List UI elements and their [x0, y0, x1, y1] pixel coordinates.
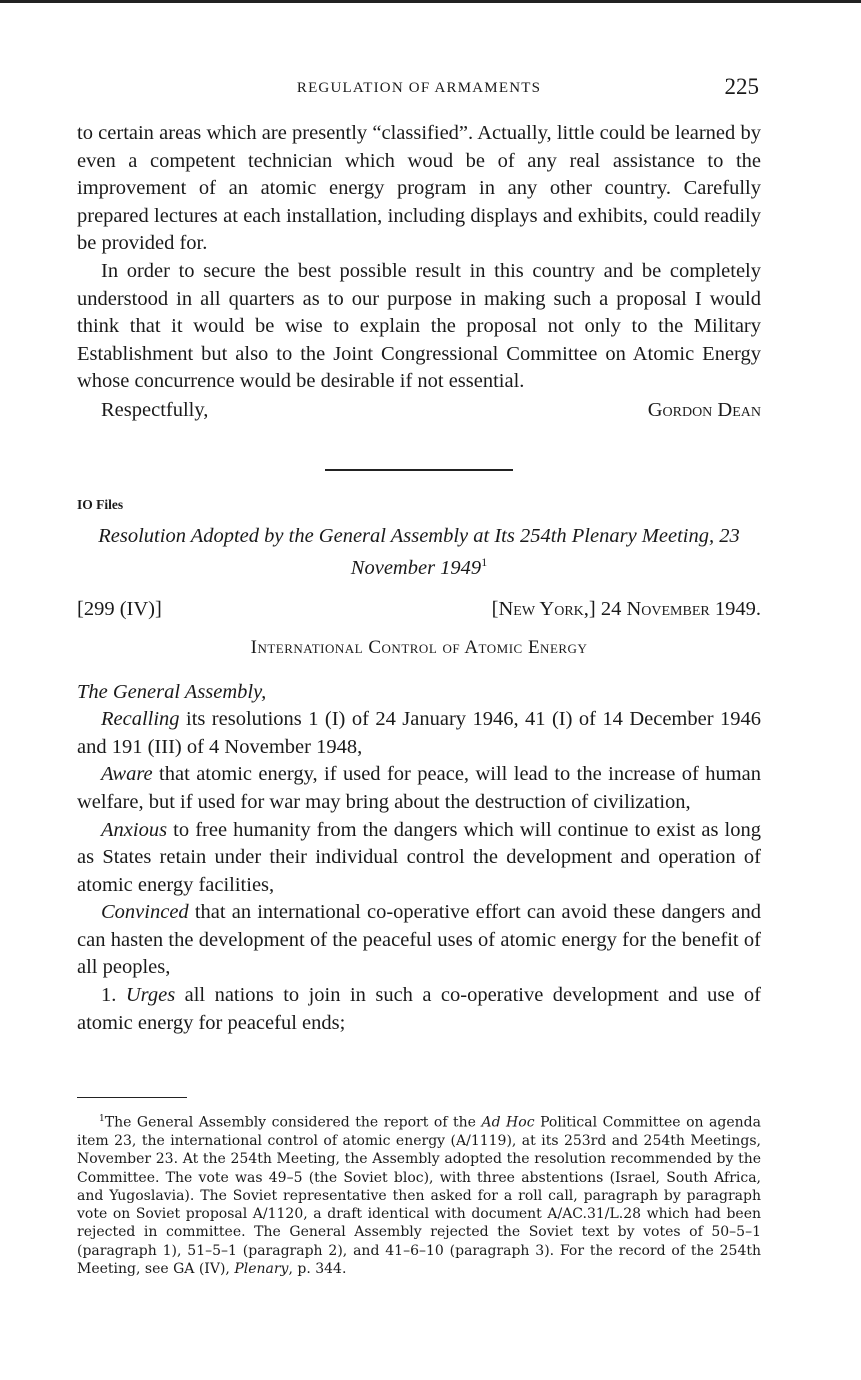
preamble-clause: [77, 817, 761, 900]
preamble-clause: [77, 706, 761, 761]
clause-text: that atomic energy, if used for peace, will lead to the increase of human welfare, but if used for war may bring about the destruction of civilization,: [77, 763, 761, 813]
file-tag: IO Files: [77, 496, 124, 512]
footnote-divider: [77, 1097, 187, 1098]
clause-lead: Convinced: [101, 901, 189, 924]
footnote-italic-term: Ad Hoc: [481, 1114, 535, 1131]
resolution-number: [299 (IV)]: [77, 598, 162, 621]
clause-lead: Anxious: [101, 818, 168, 841]
footnote-text: Political Committee on agenda item 23, the international control of atomic energy (A/1119), at its 253rd and 254th Meetings, November 23. At the 254th Meeting, the Assembly adopted the resolution recommended by the Committee. The vote was 49–5 (the Soviet bloc), with three abstentions (Israel, South Africa, and Yugoslavia). The Soviet representative then asked for a roll call, paragraph by paragraph vote on Soviet proposal A/1120, a draft identical with document A/AC.31/L.28 which had been rejected in committee. The General Assembly rejected the Soviet text by votes of 50–5–1 (paragraph 1), 51–5–1 (paragraph 2), and 41–6–10 (paragraph 3). For the record of the 254th Meeting, see GA (IV),: [77, 1114, 761, 1278]
assembly-heading: The General Assembly,: [77, 680, 267, 703]
page-top-edge: [0, 0, 861, 3]
place-and-date: [New York,] 24 November 1949.: [491, 598, 761, 621]
letter-paragraph-2: In order to secure the best possible result in this country and be completely understood in all quarters as to our purpose in making such a proposal I would think that it would be wise to explain the proposal not only to the Military Establishment but also to the Joint Congressional Committee on Atomic Energy whose concurrence would be desirable if not essential.: [77, 259, 761, 393]
clause-text: that an international co-operative effort can avoid these dangers and can hasten the development of the peaceful uses of atomic energy for the benefit of all peoples,: [77, 901, 761, 979]
footnote-text: The General Assembly considered the report of the: [104, 1114, 482, 1131]
running-head: REGULATION OF ARMAMENTS: [296, 80, 542, 96]
letter-closing: Respectfully,: [101, 398, 209, 421]
footnote-italic-term: Plenary: [234, 1261, 289, 1278]
letter-signature: Gordon Dean: [647, 398, 761, 421]
clause-text: to free humanity from the dangers which will continue to exist as long as States retain under their individual control the development and operation of atomic energy facilities,: [77, 818, 761, 896]
preamble-clause: [77, 899, 761, 982]
footnote-reference[interactable]: 1: [481, 554, 488, 569]
clause-text: its resolutions 1 (I) of 24 January 1946, 41 (I) of 14 December 1946 and 191 (III) of 4 November 1948,: [77, 708, 761, 758]
page-number: 225: [724, 74, 759, 99]
section-title: International Control of Atomic Energy: [250, 636, 588, 658]
operative-clause: [77, 982, 761, 1037]
letter-signoff: [77, 397, 761, 425]
reference-line: [77, 596, 761, 624]
document-title: [77, 523, 761, 581]
page-header: [77, 74, 761, 104]
clause-text: all nations to join in such a co-operative development and use of atomic energy for peaceful ends;: [77, 984, 762, 1034]
footnote-marker: 1: [99, 1114, 105, 1124]
clause-lead: Aware: [101, 763, 153, 786]
clause-number: 1.: [101, 984, 117, 1007]
preamble-clause: [77, 761, 761, 816]
footnote: [77, 1110, 761, 1278]
document-title-text: Resolution Adopted by the General Assembly at Its 254th Plenary Meeting, 23 November 1949: [98, 524, 740, 579]
footnote-text: , p. 344.: [288, 1261, 347, 1278]
body-text: [77, 120, 761, 1037]
clause-lead: Urges: [125, 984, 176, 1007]
letter-paragraph-1: to certain areas which are presently “classified”. Actually, little could be learned by even a competent technician which woud be of any real assistance to the improvement of an atomic energy program in any other country. Carefully prepared lectures at each installation, including displays and exhibits, could readily be provided for.: [77, 122, 761, 255]
section-divider: [325, 469, 513, 471]
clause-lead: Recalling: [101, 708, 180, 731]
